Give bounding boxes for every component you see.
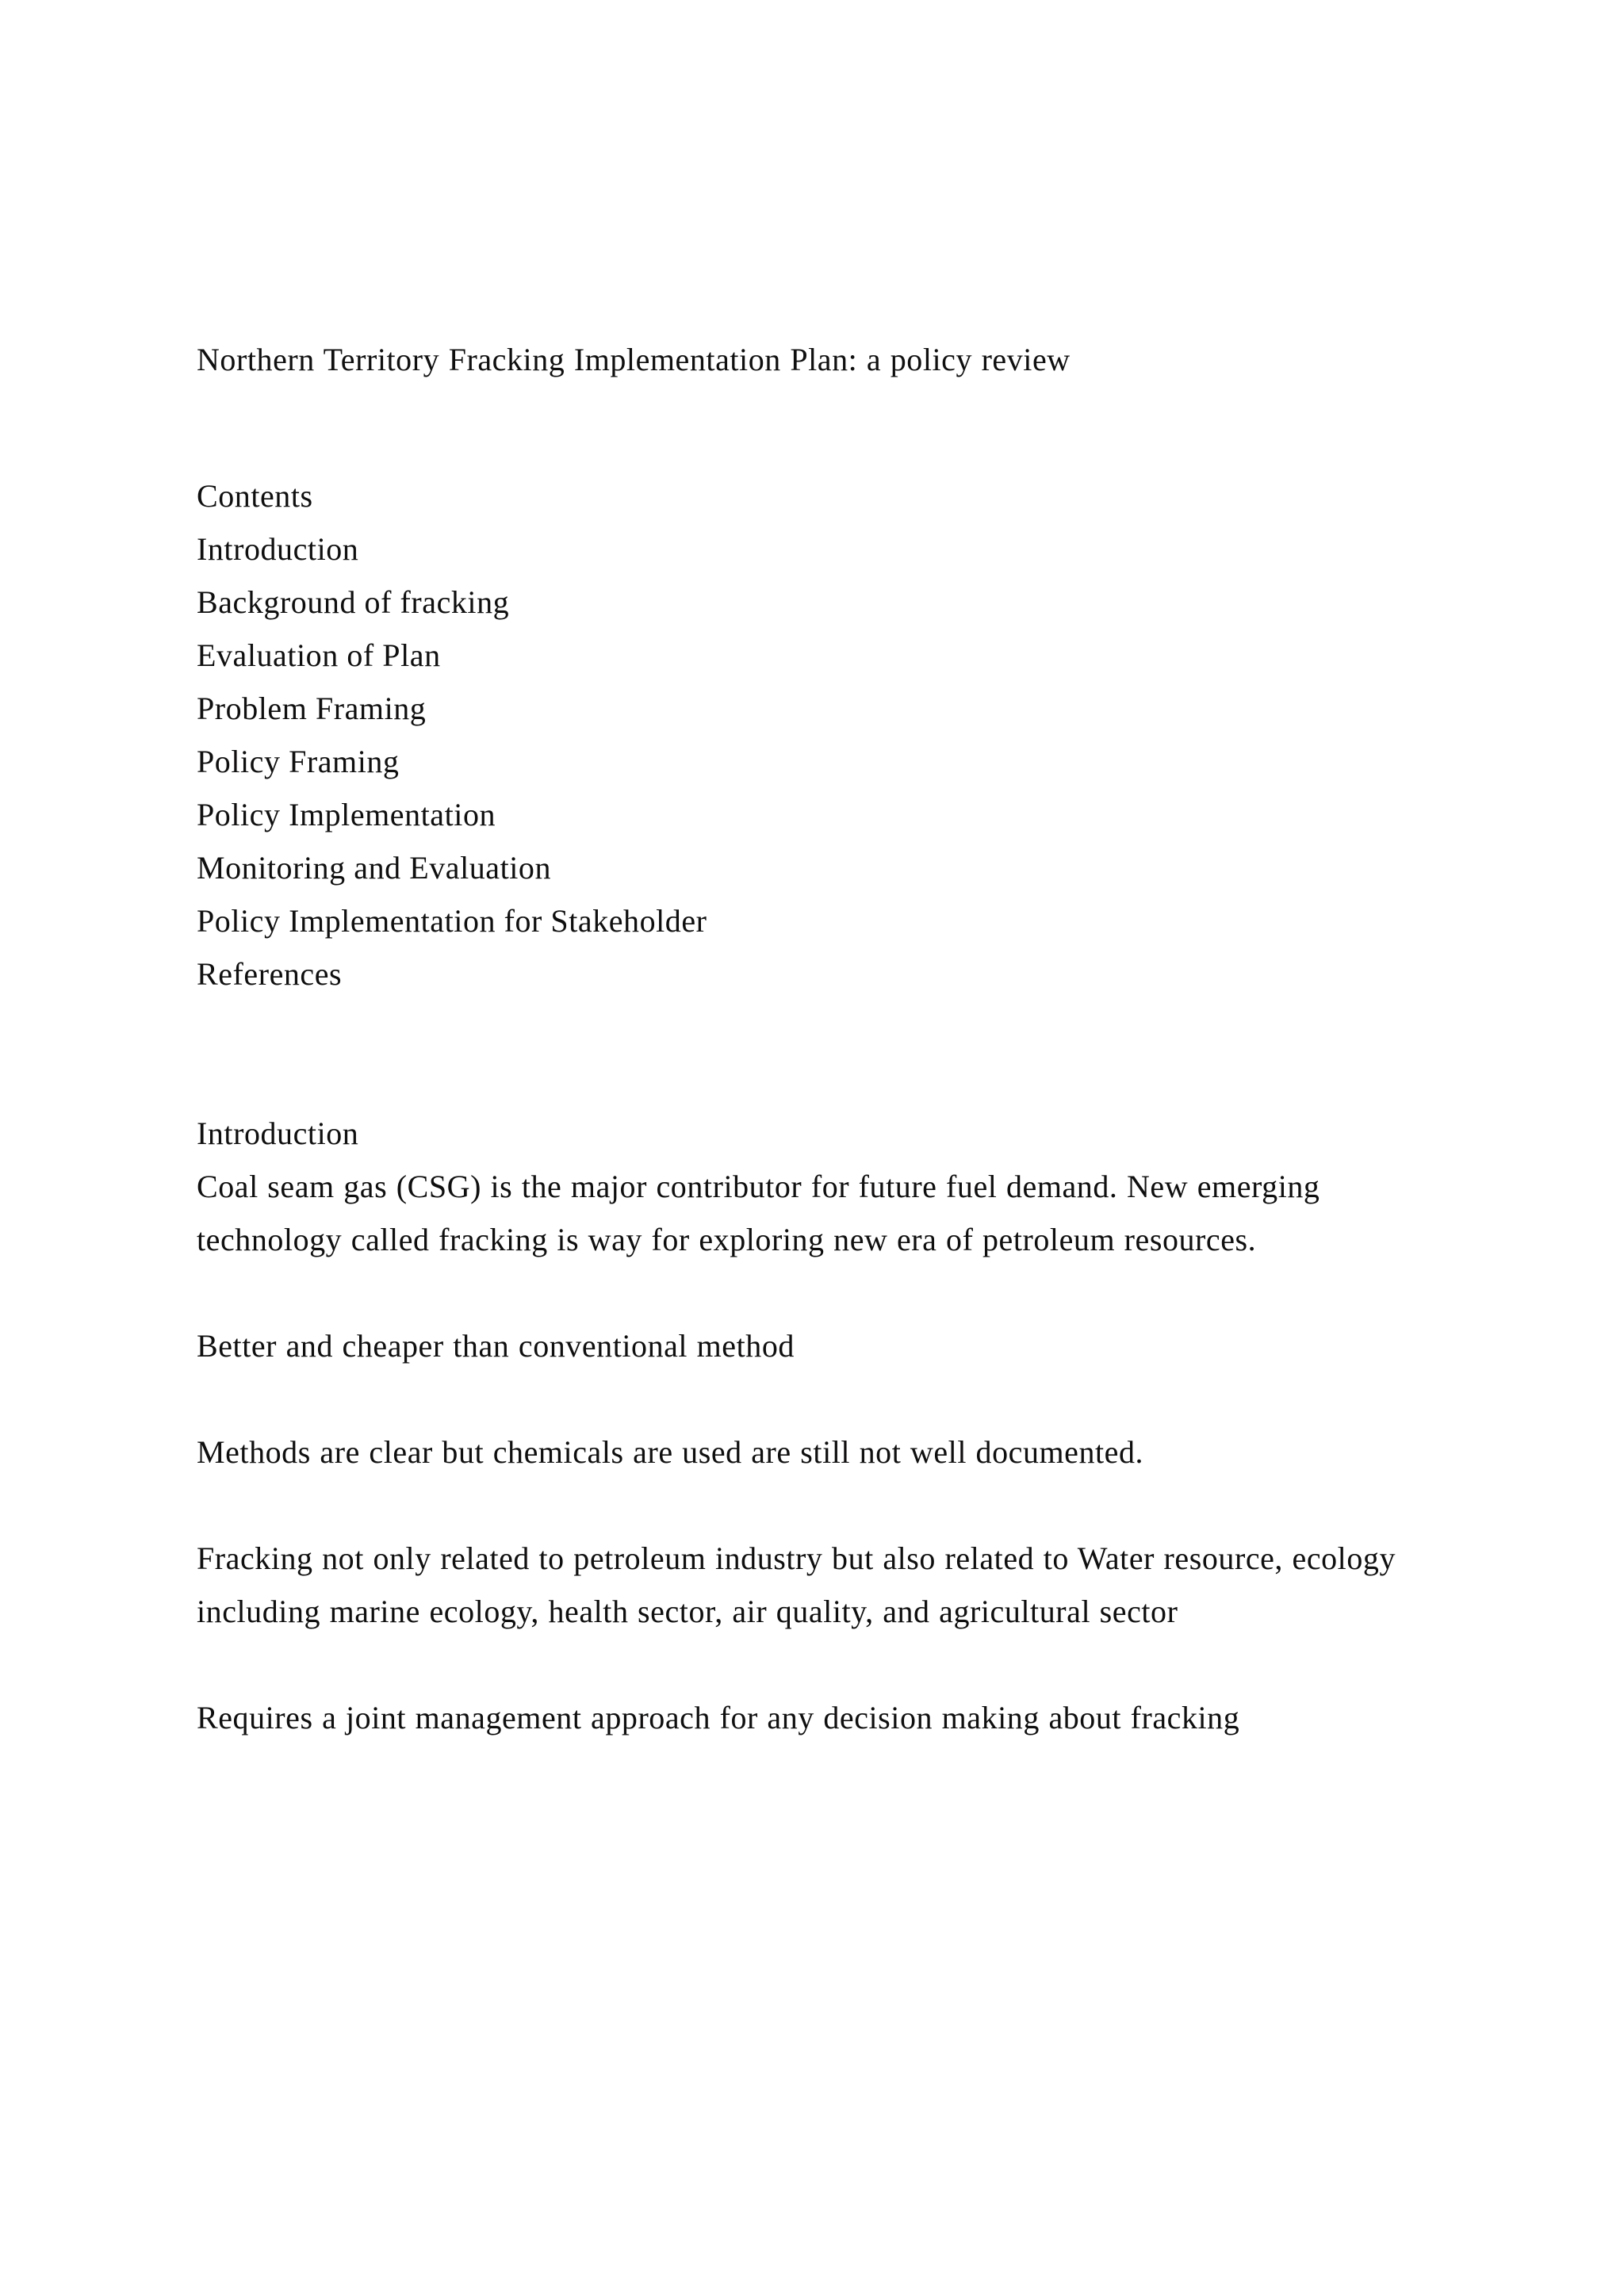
- spacer-paragraph-3: [197, 1479, 1422, 1532]
- contents-heading: Contents: [197, 478, 313, 514]
- contents-item-policy-implementation-for-stakeholder[interactable]: Policy Implementation for Stakeholder: [197, 903, 707, 939]
- contents-list: [197, 522, 1422, 1001]
- spacer-paragraph-1: [197, 1266, 1422, 1319]
- contents-item-background-of-fracking[interactable]: Background of fracking: [197, 584, 510, 620]
- section-heading-introduction: Introduction: [197, 1115, 359, 1151]
- contents-item-references[interactable]: References: [197, 956, 343, 992]
- paragraph-better-and-cheaper: Better and cheaper than conventional method: [197, 1328, 795, 1364]
- paragraph-fracking-related-sectors: Fracking not only related to petroleum industry but also related to Water resource, ecology including marine ecology, health sector, air quality, and agricultural sector: [197, 1540, 1396, 1629]
- paragraph-csg-overview: Coal seam gas (CSG) is the major contributor for future fuel demand. New emerging technology called fracking is way for exploring new era of petroleum resources.: [197, 1169, 1320, 1257]
- contents-item-monitoring-and-evaluation[interactable]: Monitoring and Evaluation: [197, 850, 552, 886]
- spacer-after-title: [197, 386, 1422, 469]
- spacer-paragraph-4: [197, 1638, 1422, 1691]
- contents-item-introduction[interactable]: Introduction: [197, 531, 359, 567]
- paragraph-joint-management-approach: Requires a joint management approach for any decision making about fracking: [197, 1700, 1240, 1735]
- paragraph-methods-chemicals: Methods are clear but chemicals are used are still not well documented.: [197, 1434, 1144, 1470]
- document-text-column: [197, 333, 1422, 1744]
- contents-item-policy-framing[interactable]: Policy Framing: [197, 744, 400, 779]
- contents-item-policy-implementation[interactable]: Policy Implementation: [197, 797, 496, 832]
- page-title: Northern Territory Fracking Implementation Plan: a policy review: [197, 342, 1071, 377]
- contents-item-problem-framing[interactable]: Problem Framing: [197, 691, 427, 726]
- contents-item-evaluation-of-plan[interactable]: Evaluation of Plan: [197, 637, 441, 673]
- spacer-paragraph-2: [197, 1372, 1422, 1425]
- spacer-after-contents: [197, 1001, 1422, 1107]
